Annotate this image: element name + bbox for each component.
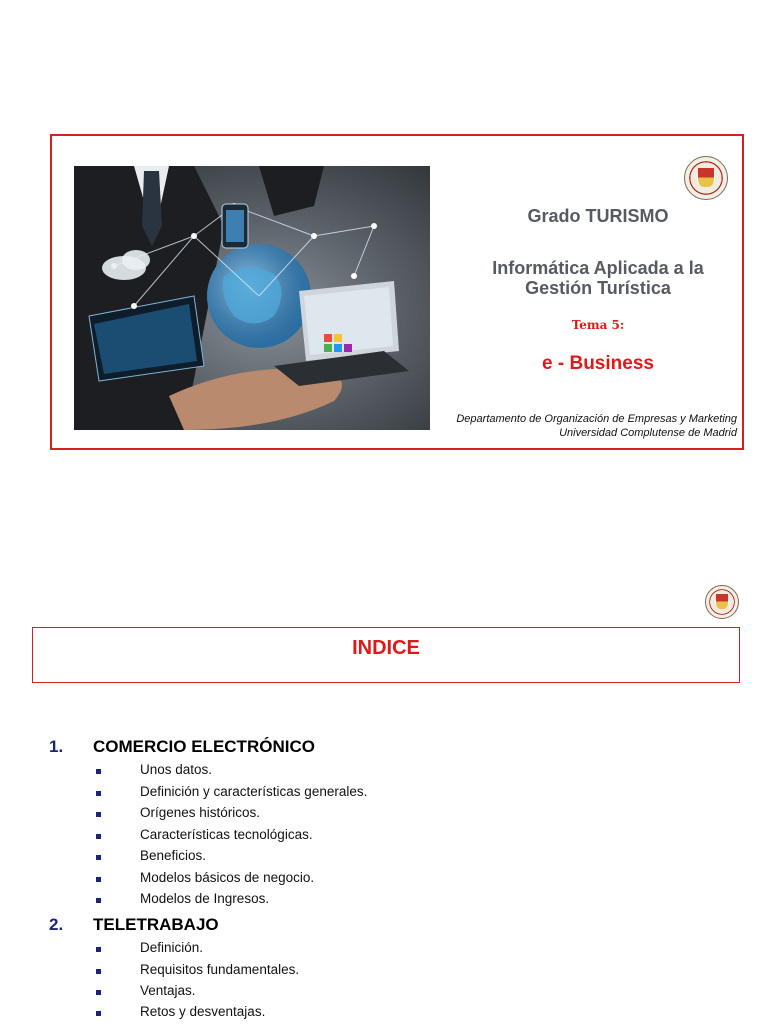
business-technology-illustration xyxy=(74,166,430,430)
list-item: Beneficios. xyxy=(140,848,207,863)
department-credit xyxy=(456,412,737,440)
topic-label: Tema 5: xyxy=(571,318,625,332)
list-item: Ventajas. xyxy=(140,983,196,998)
list-item: Orígenes históricos. xyxy=(140,805,261,820)
list-item: Requisitos fundamentales. xyxy=(140,962,300,977)
bullet-icon xyxy=(96,834,101,839)
bullet-icon xyxy=(96,898,101,903)
bullet-icon xyxy=(96,877,101,882)
degree-title: Grado TURISMO xyxy=(527,206,669,226)
subject-title-line-1: Informática Aplicada a la xyxy=(492,258,704,278)
bullet-icon xyxy=(96,969,101,974)
cover-slide xyxy=(50,134,744,450)
subject-title xyxy=(432,258,764,298)
university-seal-logo-small xyxy=(705,585,739,619)
list-item: Retos y desventajas. xyxy=(140,1004,266,1019)
index-header-box xyxy=(32,627,740,683)
department-name: Departamento de Organización de Empresas y Marketing xyxy=(456,413,737,425)
bullet-icon xyxy=(96,1011,101,1016)
topic-title: e - Business xyxy=(542,353,654,374)
list-item: Modelos básicos de negocio. xyxy=(140,870,315,885)
section-title: TELETRABAJO xyxy=(93,915,219,934)
subject-title-line-2: Gestión Turística xyxy=(525,278,671,298)
university-seal-logo xyxy=(684,156,728,200)
university-name: Universidad Complutense de Madrid xyxy=(559,427,737,439)
list-item: Características tecnológicas. xyxy=(140,827,313,842)
list-item: Modelos de Ingresos. xyxy=(140,891,270,906)
index-title: INDICE xyxy=(352,637,420,659)
section-number: 1. xyxy=(49,737,64,756)
list-item: Unos datos. xyxy=(140,762,213,777)
bullet-icon xyxy=(96,855,101,860)
list-item: Definición. xyxy=(140,940,204,955)
hero-image xyxy=(74,166,430,430)
section-title: COMERCIO ELECTRÓNICO xyxy=(93,737,315,756)
bullet-icon xyxy=(96,812,101,817)
list-item: Definición y características generales. xyxy=(140,784,368,799)
bullet-icon xyxy=(96,947,101,952)
bullet-icon xyxy=(96,990,101,995)
bullet-icon xyxy=(96,791,101,796)
bullet-icon xyxy=(96,769,101,774)
section-number: 2. xyxy=(49,915,64,934)
